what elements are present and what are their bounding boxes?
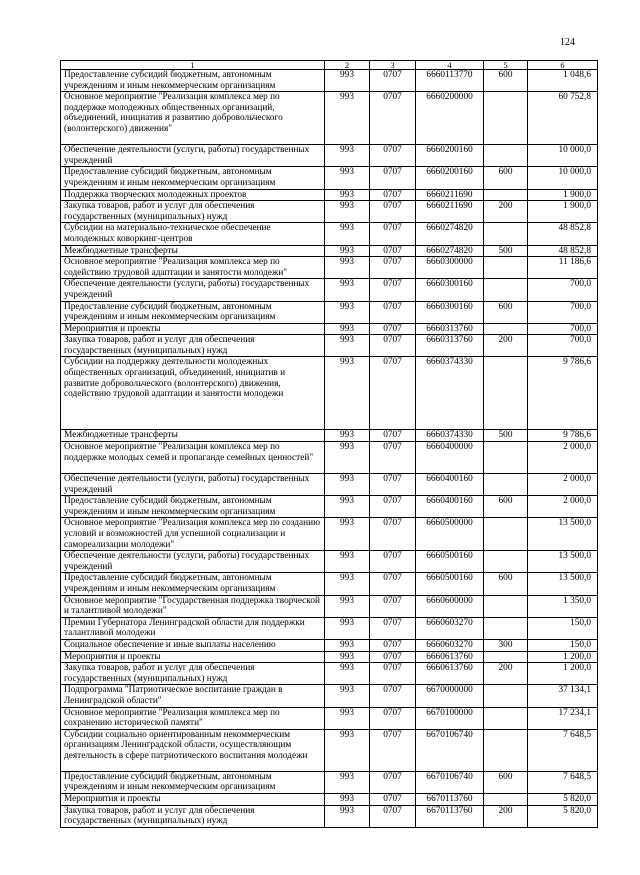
row-name: Межбюджетные трансферты <box>61 430 325 442</box>
row-admin-code: 993 <box>325 335 370 357</box>
row-amount: 5 820,0 <box>528 793 598 805</box>
row-name: Закупка товаров, работ и услуг для обеспечения государственных (муниципальных) нужд <box>61 663 325 685</box>
row-amount: 7 648,5 <box>528 771 598 793</box>
row-amount: 11 186,6 <box>528 257 598 279</box>
row-admin-code: 993 <box>325 573 370 595</box>
row-admin-code: 993 <box>325 430 370 442</box>
row-name: Премии Губернатора Ленинградской области для поддержки талантливой молодежи <box>61 617 325 639</box>
row-section-code: 0707 <box>370 167 416 189</box>
row-amount: 150,0 <box>528 617 598 639</box>
row-name: Мероприятия и проекты <box>61 651 325 663</box>
row-amount: 1 200,0 <box>528 651 598 663</box>
table-row <box>61 167 598 189</box>
row-target-code: 6670113760 <box>416 805 484 827</box>
row-admin-code: 993 <box>325 518 370 551</box>
row-target-code: 6660200000 <box>416 92 484 145</box>
column-number-2: 2 <box>325 61 370 70</box>
row-name: Мероприятия и проекты <box>61 793 325 805</box>
row-admin-code: 993 <box>325 92 370 145</box>
row-target-code: 6660300160 <box>416 301 484 323</box>
table-row <box>61 70 598 92</box>
row-amount: 1 350,0 <box>528 595 598 617</box>
row-expense-type <box>484 92 528 145</box>
table-row <box>61 651 598 663</box>
row-section-code: 0707 <box>370 595 416 617</box>
row-amount: 9 786,6 <box>528 357 598 430</box>
row-section-code: 0707 <box>370 430 416 442</box>
row-section-code: 0707 <box>370 189 416 201</box>
row-section-code: 0707 <box>370 518 416 551</box>
row-admin-code: 993 <box>325 663 370 685</box>
row-expense-type <box>484 357 528 430</box>
row-target-code: 6660603270 <box>416 639 484 651</box>
budget-table-body <box>61 61 598 828</box>
row-amount: 48 852,8 <box>528 223 598 245</box>
row-section-code: 0707 <box>370 201 416 223</box>
row-admin-code: 993 <box>325 442 370 474</box>
row-admin-code: 993 <box>325 639 370 651</box>
row-amount: 13 500,0 <box>528 551 598 573</box>
row-amount: 700,0 <box>528 323 598 335</box>
row-section-code: 0707 <box>370 279 416 301</box>
row-section-code: 0707 <box>370 793 416 805</box>
row-expense-type <box>484 323 528 335</box>
row-expense-type <box>484 793 528 805</box>
row-name: Закупка товаров, работ и услуг для обеспечения государственных (муниципальных) нужд <box>61 335 325 357</box>
row-section-code: 0707 <box>370 685 416 707</box>
row-target-code: 6660374330 <box>416 430 484 442</box>
table-row <box>61 223 598 245</box>
row-admin-code: 993 <box>325 771 370 793</box>
row-section-code: 0707 <box>370 771 416 793</box>
row-section-code: 0707 <box>370 663 416 685</box>
table-row <box>61 707 598 729</box>
column-number-1: 1 <box>61 61 325 70</box>
row-target-code: 6660400000 <box>416 442 484 474</box>
row-expense-type <box>484 595 528 617</box>
row-name: Предоставление субсидий бюджетным, автономным учреждениям и иным некоммерческим организациям <box>61 496 325 518</box>
row-admin-code: 993 <box>325 729 370 771</box>
row-target-code: 6660400160 <box>416 496 484 518</box>
table-row <box>61 496 598 518</box>
row-section-code: 0707 <box>370 729 416 771</box>
row-name: Поддержка творческих молодежных проектов <box>61 189 325 201</box>
row-expense-type <box>484 442 528 474</box>
row-amount: 9 786,6 <box>528 430 598 442</box>
row-section-code: 0707 <box>370 301 416 323</box>
row-name: Основное мероприятие "Реализация комплекса мер по содействию трудовой адаптации и занятости молодежи" <box>61 257 325 279</box>
row-admin-code: 993 <box>325 245 370 257</box>
table-row <box>61 805 598 827</box>
row-section-code: 0707 <box>370 651 416 663</box>
column-number-5: 5 <box>484 61 528 70</box>
page-number: 124 <box>560 37 575 48</box>
row-section-code: 0707 <box>370 617 416 639</box>
row-target-code: 6670113760 <box>416 793 484 805</box>
row-section-code: 0707 <box>370 335 416 357</box>
row-admin-code: 993 <box>325 279 370 301</box>
table-row <box>61 279 598 301</box>
row-admin-code: 993 <box>325 551 370 573</box>
row-section-code: 0707 <box>370 496 416 518</box>
row-target-code: 6660211690 <box>416 189 484 201</box>
row-name: Обеспечение деятельности (услуги, работы) государственных учреждений <box>61 145 325 167</box>
row-admin-code: 993 <box>325 189 370 201</box>
row-amount: 60 752,8 <box>528 92 598 145</box>
row-amount: 10 000,0 <box>528 145 598 167</box>
row-admin-code: 993 <box>325 223 370 245</box>
row-target-code: 6660211690 <box>416 201 484 223</box>
row-expense-type: 300 <box>484 639 528 651</box>
row-expense-type <box>484 729 528 771</box>
row-name: Предоставление субсидий бюджетным, автономным учреждениям и иным некоммерческим организациям <box>61 167 325 189</box>
row-name: Основное мероприятие "Реализация комплекса мер по созданию условий и возможностей для успешной социализации и самореализации молодежи" <box>61 518 325 551</box>
budget-table <box>60 60 598 828</box>
row-admin-code: 993 <box>325 301 370 323</box>
row-amount: 7 648,5 <box>528 729 598 771</box>
table-row <box>61 551 598 573</box>
row-expense-type: 600 <box>484 167 528 189</box>
row-expense-type: 500 <box>484 430 528 442</box>
row-expense-type: 200 <box>484 201 528 223</box>
row-expense-type: 600 <box>484 301 528 323</box>
table-row <box>61 573 598 595</box>
row-admin-code: 993 <box>325 201 370 223</box>
row-target-code: 6670106740 <box>416 771 484 793</box>
row-name: Предоставление субсидий бюджетным, автономным учреждениям и иным некоммерческим организациям <box>61 301 325 323</box>
table-row <box>61 685 598 707</box>
row-amount: 2 000,0 <box>528 442 598 474</box>
row-section-code: 0707 <box>370 70 416 92</box>
row-target-code: 6660313760 <box>416 323 484 335</box>
row-name: Социальное обеспечение и иные выплаты населению <box>61 639 325 651</box>
row-target-code: 6660274820 <box>416 223 484 245</box>
row-section-code: 0707 <box>370 474 416 496</box>
table-header-row <box>61 61 598 70</box>
row-amount: 2 000,0 <box>528 474 598 496</box>
row-name: Обеспечение деятельности (услуги, работы) государственных учреждений <box>61 551 325 573</box>
row-target-code: 6660313760 <box>416 335 484 357</box>
table-row <box>61 474 598 496</box>
row-admin-code: 993 <box>325 357 370 430</box>
row-name: Субсидии на материально-техническое обеспечение молодежных коворкинг-центров <box>61 223 325 245</box>
row-section-code: 0707 <box>370 573 416 595</box>
row-section-code: 0707 <box>370 145 416 167</box>
row-target-code: 6660500160 <box>416 551 484 573</box>
row-admin-code: 993 <box>325 167 370 189</box>
row-expense-type <box>484 257 528 279</box>
column-number-6: 6 <box>528 61 598 70</box>
row-expense-type <box>484 551 528 573</box>
row-section-code: 0707 <box>370 223 416 245</box>
row-section-code: 0707 <box>370 323 416 335</box>
row-amount: 10 000,0 <box>528 167 598 189</box>
row-amount: 700,0 <box>528 335 598 357</box>
row-amount: 5 820,0 <box>528 805 598 827</box>
row-target-code: 6660200160 <box>416 145 484 167</box>
row-amount: 17 234,1 <box>528 707 598 729</box>
row-expense-type: 500 <box>484 245 528 257</box>
row-admin-code: 993 <box>325 685 370 707</box>
row-expense-type <box>484 617 528 639</box>
row-expense-type <box>484 145 528 167</box>
row-expense-type <box>484 474 528 496</box>
row-name: Мероприятия и проекты <box>61 323 325 335</box>
table-row <box>61 323 598 335</box>
row-expense-type: 200 <box>484 663 528 685</box>
row-expense-type <box>484 651 528 663</box>
row-name: Закупка товаров, работ и услуг для обеспечения государственных (муниципальных) нужд <box>61 805 325 827</box>
row-target-code: 6660500000 <box>416 518 484 551</box>
table-row <box>61 357 598 430</box>
row-admin-code: 993 <box>325 617 370 639</box>
row-name: Основное мероприятие "Реализация комплекса мер по поддержке молодежных общественных организаций, объединений, инициатив и развитию добровольческого (волонтерского) движения" <box>61 92 325 145</box>
row-amount: 2 000,0 <box>528 496 598 518</box>
row-target-code: 6660300000 <box>416 257 484 279</box>
row-name: Субсидии социально ориентированным некоммерческим организациям Ленинградской области, осуществляющим деятельность в сфере патриотического воспитания молодежи <box>61 729 325 771</box>
row-target-code: 6660200160 <box>416 167 484 189</box>
row-expense-type: 600 <box>484 496 528 518</box>
row-admin-code: 993 <box>325 793 370 805</box>
row-target-code: 6660603270 <box>416 617 484 639</box>
row-amount: 1 900,0 <box>528 189 598 201</box>
row-admin-code: 993 <box>325 323 370 335</box>
row-amount: 48 852,8 <box>528 245 598 257</box>
row-name: Предоставление субсидий бюджетным, автономным учреждениям и иным некоммерческим организациям <box>61 70 325 92</box>
row-section-code: 0707 <box>370 357 416 430</box>
row-amount: 150,0 <box>528 639 598 651</box>
row-name: Предоставление субсидий бюджетным, автономным учреждениям и иным некоммерческим организациям <box>61 771 325 793</box>
row-admin-code: 993 <box>325 496 370 518</box>
row-section-code: 0707 <box>370 639 416 651</box>
row-target-code: 6660300160 <box>416 279 484 301</box>
row-section-code: 0707 <box>370 92 416 145</box>
row-name: Обеспечение деятельности (услуги, работы) государственных учреждений <box>61 474 325 496</box>
table-row <box>61 189 598 201</box>
row-expense-type: 200 <box>484 805 528 827</box>
row-expense-type: 600 <box>484 573 528 595</box>
row-name: Межбюджетные трансферты <box>61 245 325 257</box>
row-section-code: 0707 <box>370 442 416 474</box>
row-section-code: 0707 <box>370 551 416 573</box>
row-section-code: 0707 <box>370 805 416 827</box>
table-row <box>61 617 598 639</box>
row-target-code: 6660400160 <box>416 474 484 496</box>
column-number-3: 3 <box>370 61 416 70</box>
table-row <box>61 442 598 474</box>
row-admin-code: 993 <box>325 70 370 92</box>
row-target-code: 6670106740 <box>416 729 484 771</box>
row-admin-code: 993 <box>325 145 370 167</box>
row-expense-type <box>484 189 528 201</box>
row-admin-code: 993 <box>325 805 370 827</box>
row-amount: 13 500,0 <box>528 518 598 551</box>
row-amount: 700,0 <box>528 279 598 301</box>
table-row <box>61 430 598 442</box>
row-target-code: 6660113770 <box>416 70 484 92</box>
row-amount: 1 200,0 <box>528 663 598 685</box>
row-admin-code: 993 <box>325 595 370 617</box>
row-name: Основное мероприятие "Реализация комплекса мер по сохранению исторической памяти" <box>61 707 325 729</box>
table-row <box>61 257 598 279</box>
table-row <box>61 793 598 805</box>
table-row <box>61 518 598 551</box>
row-expense-type <box>484 223 528 245</box>
row-expense-type <box>484 518 528 551</box>
table-row <box>61 663 598 685</box>
table-row <box>61 201 598 223</box>
row-admin-code: 993 <box>325 474 370 496</box>
row-name: Основное мероприятие "Государственная поддержка творческой и талантливой молодежи" <box>61 595 325 617</box>
table-row <box>61 595 598 617</box>
row-admin-code: 993 <box>325 257 370 279</box>
table-row <box>61 639 598 651</box>
row-name: Основное мероприятие "Реализация комплекса мер по поддержке молодых семей и пропаганде семейных ценностей" <box>61 442 325 474</box>
row-name: Обеспечение деятельности (услуги, работы) государственных учреждений <box>61 279 325 301</box>
row-name: Субсидии на поддержку деятельности молодежных общественных организаций, объединений, инициатив и развитие добровольческого (волонтерского) движения, содействию трудовой адаптации и занятости молодежи <box>61 357 325 430</box>
row-name: Закупка товаров, работ и услуг для обеспечения государственных (муниципальных) нужд <box>61 201 325 223</box>
row-amount: 1 900,0 <box>528 201 598 223</box>
table-row <box>61 771 598 793</box>
table-row <box>61 729 598 771</box>
row-target-code: 6660500160 <box>416 573 484 595</box>
row-section-code: 0707 <box>370 707 416 729</box>
row-expense-type: 600 <box>484 771 528 793</box>
table-row <box>61 145 598 167</box>
row-expense-type <box>484 685 528 707</box>
row-target-code: 6660274820 <box>416 245 484 257</box>
row-target-code: 6660600000 <box>416 595 484 617</box>
row-target-code: 6660613760 <box>416 651 484 663</box>
table-row <box>61 92 598 145</box>
row-target-code: 6660613760 <box>416 663 484 685</box>
row-amount: 1 048,6 <box>528 70 598 92</box>
row-target-code: 6670000000 <box>416 685 484 707</box>
row-name: Подпрограмма "Патриотическое воспитание граждан в Ленинградской области" <box>61 685 325 707</box>
table-row <box>61 245 598 257</box>
row-amount: 37 134,1 <box>528 685 598 707</box>
row-expense-type <box>484 707 528 729</box>
row-admin-code: 993 <box>325 651 370 663</box>
row-expense-type: 200 <box>484 335 528 357</box>
row-name: Предоставление субсидий бюджетным, автономным учреждениям и иным некоммерческим организациям <box>61 573 325 595</box>
row-section-code: 0707 <box>370 245 416 257</box>
table-row <box>61 301 598 323</box>
row-target-code: 6670100000 <box>416 707 484 729</box>
row-expense-type: 600 <box>484 70 528 92</box>
row-target-code: 6660374330 <box>416 357 484 430</box>
row-expense-type <box>484 279 528 301</box>
row-amount: 700,0 <box>528 301 598 323</box>
row-section-code: 0707 <box>370 257 416 279</box>
column-number-4: 4 <box>416 61 484 70</box>
row-admin-code: 993 <box>325 707 370 729</box>
table-row <box>61 335 598 357</box>
row-amount: 13 500,0 <box>528 573 598 595</box>
